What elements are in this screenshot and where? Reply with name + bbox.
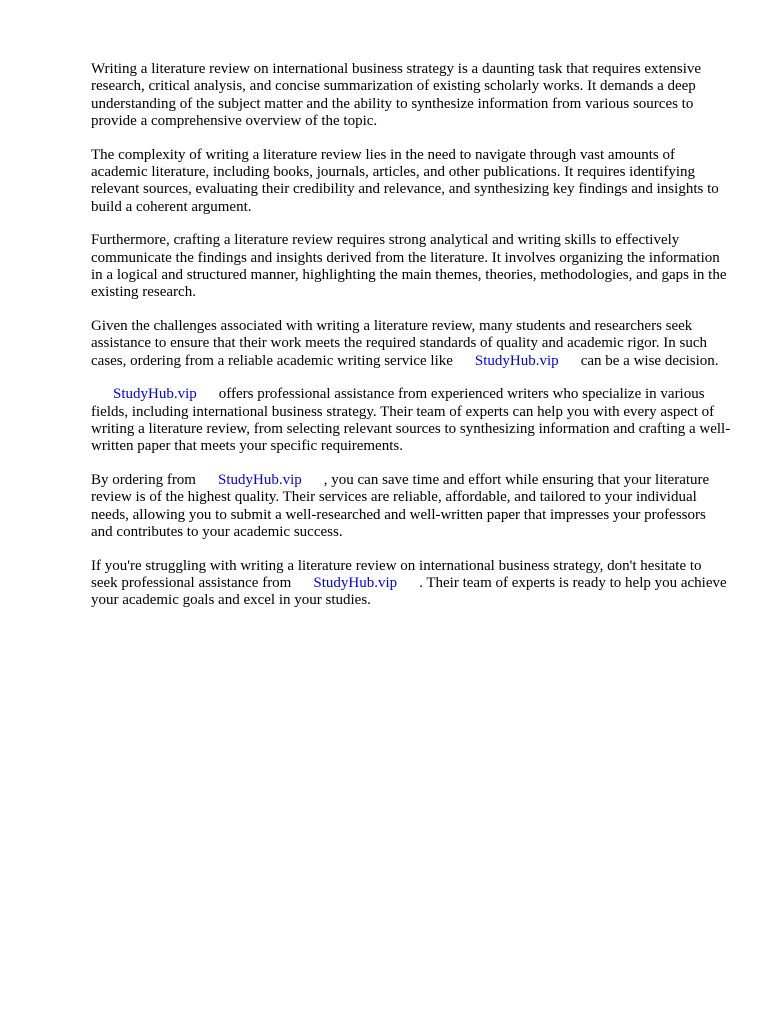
paragraph-ordering [91, 472, 731, 541]
paragraph-text: , you can save time and effort while ensuring that your literature review is of the highest quality. Their services are reliable, affordable, and tailored to your individual needs, allowing you to submit a well-researched and well-written paper that impresses your professors and contributes to your academic success. [91, 472, 710, 541]
studyhub-link[interactable]: StudyHub.vip [313, 575, 398, 592]
paragraph-offers [91, 386, 731, 455]
studyhub-link[interactable]: StudyHub.vip [474, 352, 559, 369]
paragraph-text: Furthermore, crafting a literature review requires strong analytical and writing skills to effectively communicate the findings and insights derived from the literature. It involves organizing the information in a logical and structured manner, highlighting the main themes, theories, methodologies, and gaps in the existing research. [91, 232, 727, 301]
paragraph-text: offers professional assistance from experienced writers who specialize in various fields, including international business strategy. Their team of experts can help you with every aspect of writing a literature review, from selecting relevant sources to synthesizing information and crafting a well-written paper that meets your specific requirements. [91, 386, 731, 455]
paragraph-text: . Their team of experts is ready to help you achieve your academic goals and excel in your studies. [91, 575, 727, 609]
studyhub-link[interactable]: StudyHub.vip [217, 472, 302, 489]
paragraph-text: Writing a literature review on international business strategy is a daunting task that requires extensive research, critical analysis, and concise summarization of existing scholarly works. It demands a deep understanding of the subject matter and the ability to synthesize information from various sources to provide a comprehensive overview of the topic. [91, 61, 702, 129]
paragraph-text: If you're struggling with writing a literature review on international business strategy, don't hesitate to seek professional assistance from [91, 557, 702, 592]
studyhub-link[interactable]: StudyHub.vip [113, 386, 197, 403]
paragraph-conclusion [91, 558, 731, 610]
paragraph-text: Given the challenges associated with writing a literature review, many students and researchers seek assistance to ensure that their work meets the required standards of quality and academic rigor. In such cases, ordering from a reliable academic writing service like [91, 318, 708, 369]
paragraph-text: can be a wise decision. [580, 352, 719, 369]
paragraph-skills [91, 232, 731, 301]
paragraph-text: The complexity of writing a literature review lies in the need to navigate through vast amounts of academic literature, including books, journals, articles, and other publications. It requires identifying relevant sources, evaluating their credibility and relevance, and synthesizing key findings and insights to build a coherent argument. [91, 146, 719, 215]
document-page [91, 61, 731, 626]
paragraph-complexity [91, 147, 731, 216]
paragraph-challenges [91, 318, 731, 370]
paragraph-intro [91, 61, 731, 130]
paragraph-text: By ordering from [91, 472, 196, 489]
